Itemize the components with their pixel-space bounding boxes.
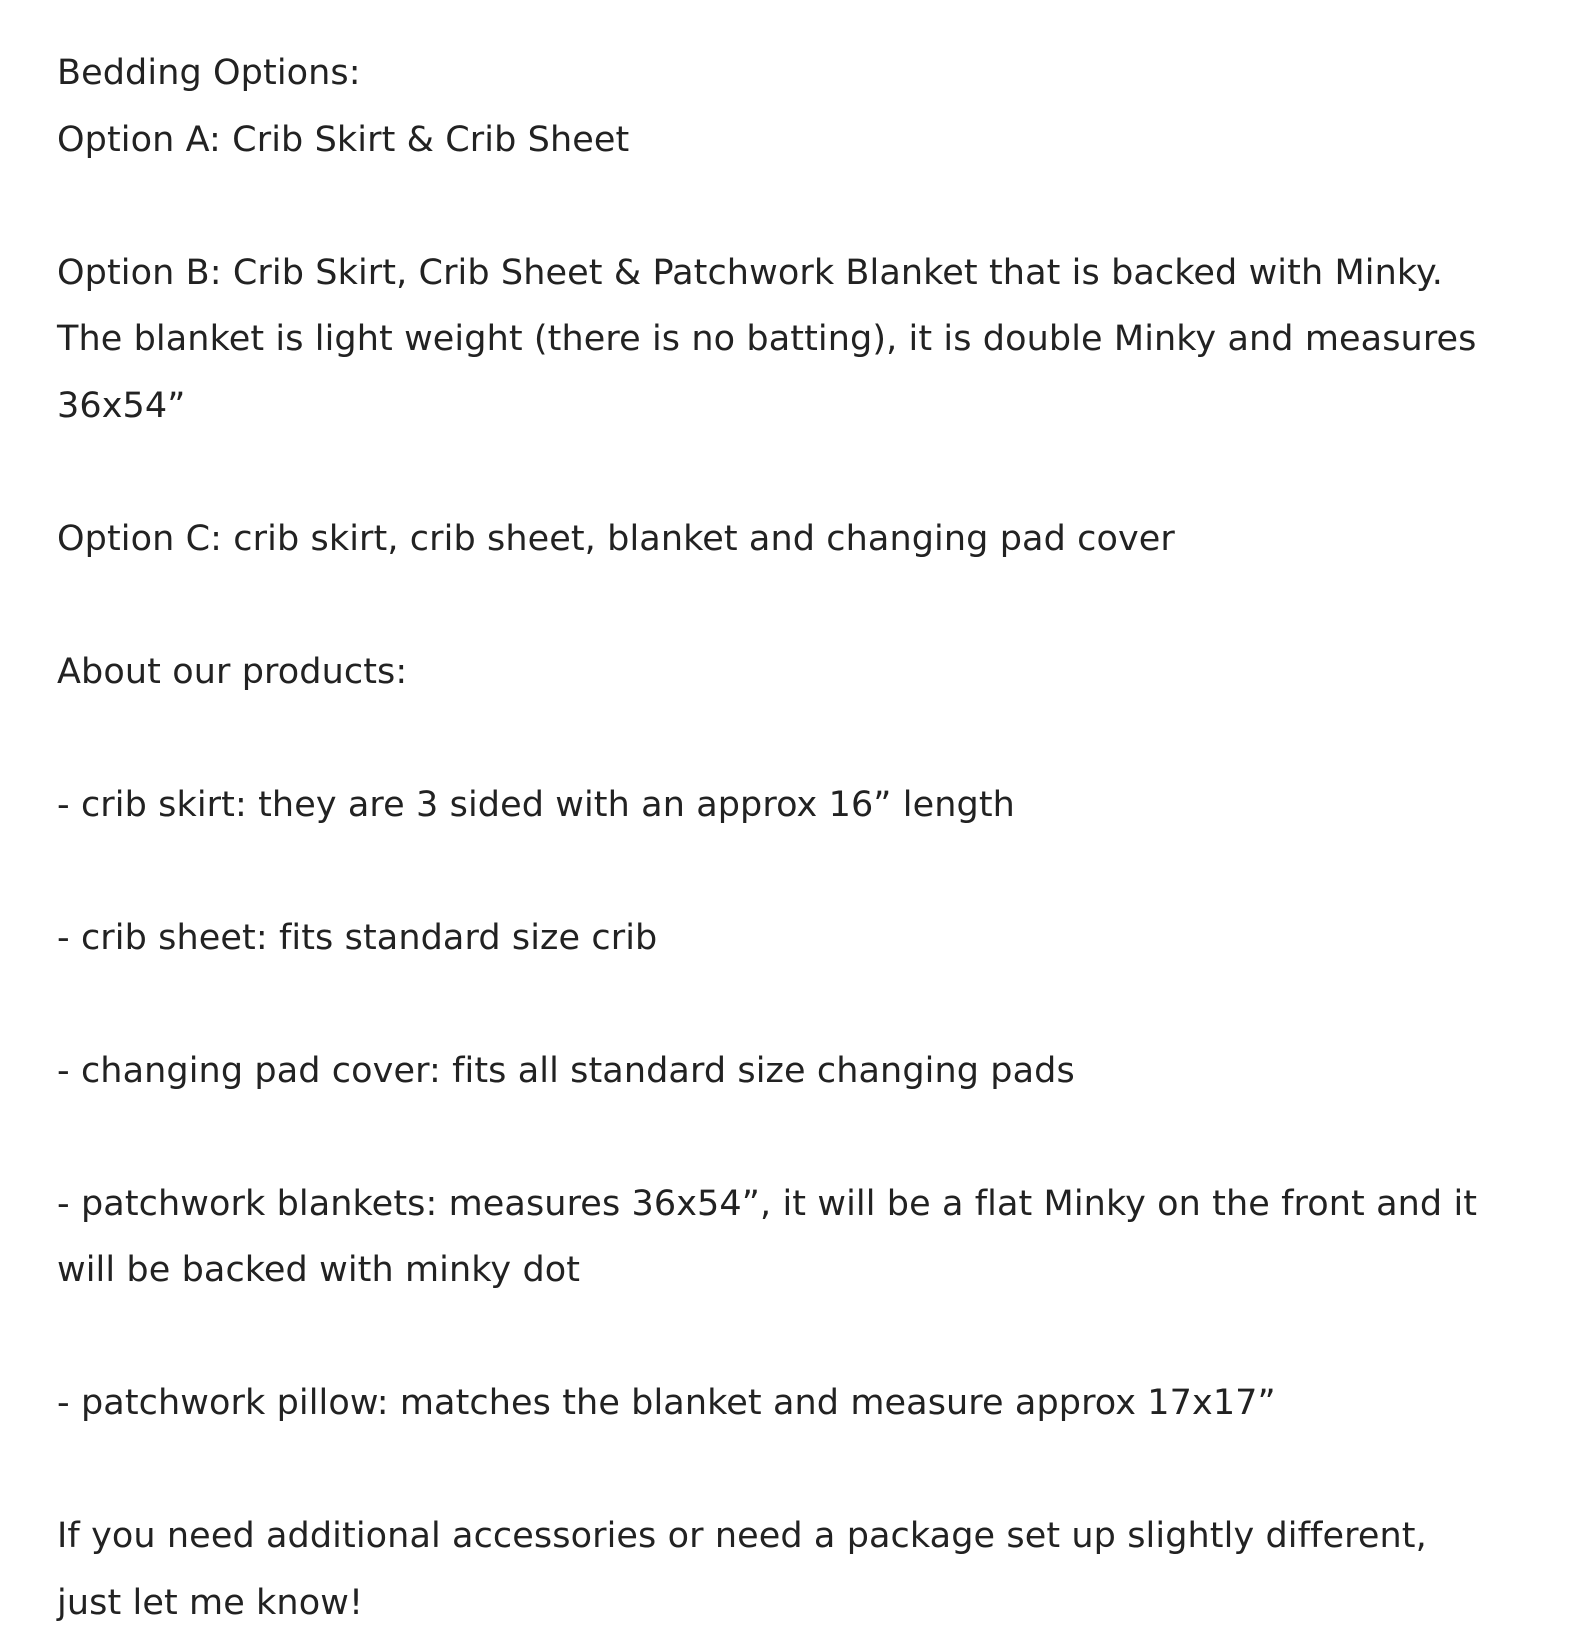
about-products-heading: About our products: — [57, 639, 1547, 706]
spacer — [57, 439, 1547, 506]
product-description — [57, 40, 1547, 1636]
spacer — [57, 1104, 1547, 1171]
closing-line-1: If you need additional accessories or need a package set up slightly different, — [57, 1503, 1547, 1570]
spacer — [57, 838, 1547, 905]
bedding-options-heading: Bedding Options: — [57, 40, 1547, 107]
spacer — [57, 1437, 1547, 1504]
spacer — [57, 1304, 1547, 1371]
option-b-line-2: The blanket is light weight (there is no batting), it is double Minky and measures — [57, 306, 1547, 373]
patchwork-blankets-line-1: - patchwork blankets: measures 36x54”, it will be a flat Minky on the front and it — [57, 1171, 1547, 1238]
crib-skirt-item: - crib skirt: they are 3 sided with an approx 16” length — [57, 772, 1547, 839]
crib-sheet-item: - crib sheet: fits standard size crib — [57, 905, 1547, 972]
patchwork-pillow-item: - patchwork pillow: matches the blanket and measure approx 17x17” — [57, 1370, 1547, 1437]
spacer — [57, 971, 1547, 1038]
option-c-text: Option C: crib skirt, crib sheet, blanket and changing pad cover — [57, 506, 1547, 573]
spacer — [57, 572, 1547, 639]
option-b-line-3: 36x54” — [57, 373, 1547, 440]
changing-pad-item: - changing pad cover: fits all standard size changing pads — [57, 1038, 1547, 1105]
spacer — [57, 173, 1547, 240]
option-b-line-1: Option B: Crib Skirt, Crib Sheet & Patchwork Blanket that is backed with Minky. — [57, 240, 1547, 307]
patchwork-blankets-line-2: will be backed with minky dot — [57, 1237, 1547, 1304]
option-a-text: Option A: Crib Skirt & Crib Sheet — [57, 107, 1547, 174]
closing-line-2: just let me know! — [57, 1570, 1547, 1636]
spacer — [57, 705, 1547, 772]
